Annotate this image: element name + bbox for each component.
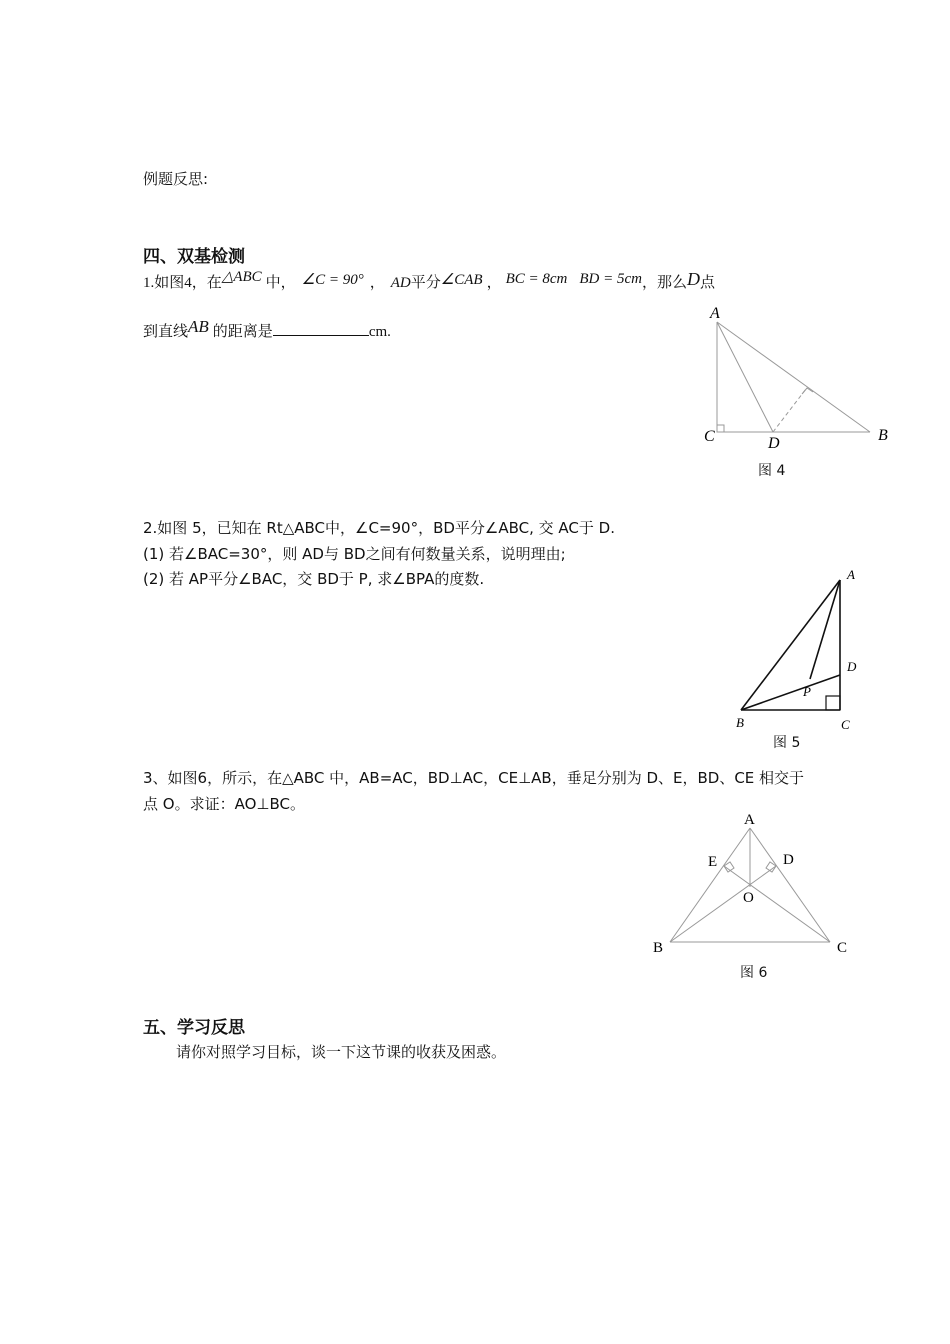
q1-text-d: 平分 bbox=[410, 273, 441, 291]
fig6-label-c: C bbox=[837, 940, 848, 956]
fig6-label-e: E bbox=[708, 854, 718, 870]
section5-title: 五、学习反思 bbox=[143, 1018, 245, 1038]
q1-number: 1. bbox=[143, 275, 155, 291]
q1-triangle: △ABC bbox=[221, 269, 262, 285]
q1-bc: BC = 8cm bbox=[505, 271, 568, 287]
fig5-label-c: C bbox=[841, 717, 850, 732]
q3-line2: 点 O。求证：AO⊥BC。 bbox=[143, 795, 305, 813]
q1-d: D bbox=[686, 269, 700, 289]
q3-line1: 3、如图6，所示，在△ABC 中，AB=AC，BD⊥AC，CE⊥AB，垂足分别为 D、E，BD、CE 相交于 bbox=[143, 769, 805, 787]
section4-title: 四、双基检测 bbox=[143, 247, 245, 267]
fig4-caption: 图 4 bbox=[758, 463, 786, 479]
q1-angle-c: ∠C = 90° bbox=[301, 272, 364, 288]
q1-angle-cab: ∠CAB bbox=[440, 272, 483, 288]
q1-text-b: ，在 bbox=[191, 273, 222, 291]
q1-fig-ref: 4 bbox=[184, 275, 192, 291]
fig5-caption: 图 5 bbox=[773, 735, 801, 751]
fig6-caption: 图 6 bbox=[740, 965, 768, 981]
q2-line3: (2) 若 AP平分∠BAC，交 BD于 P, 求∠BPA的度数. bbox=[143, 570, 485, 588]
fig5-label-b: B bbox=[736, 715, 744, 730]
fig6-label-b: B bbox=[653, 940, 664, 956]
q1-text-c: 中， bbox=[265, 273, 296, 291]
q2-line1: 2.如图 5，已知在 Rt△ABC中，∠C=90°，BD平分∠ABC, 交 AC于 D. bbox=[143, 519, 615, 537]
fig4-label-d: D bbox=[768, 435, 780, 452]
q1-answer-blank[interactable] bbox=[273, 321, 369, 336]
fig4-label-c: C bbox=[704, 428, 715, 445]
q1-ab: AB bbox=[188, 317, 209, 336]
q1-text-a: 如图 bbox=[154, 273, 185, 291]
q1-text-e: ，那么 bbox=[641, 273, 687, 291]
q1-text-f: 点 bbox=[699, 273, 715, 291]
fig6-label-o: O bbox=[743, 890, 754, 906]
section5-body: 请你对照学习目标，谈一下这节课的收获及困惑。 bbox=[176, 1043, 507, 1061]
fig5-label-p: P bbox=[803, 684, 811, 699]
q1-unit: cm. bbox=[368, 324, 391, 340]
q1-text-h: 的距离是 bbox=[212, 322, 273, 340]
fig4-label-a: A bbox=[710, 305, 720, 322]
q1-text-g: 到直线 bbox=[143, 322, 189, 340]
fig5-label-d: D bbox=[847, 659, 857, 674]
q2-line2: (1) 若∠BAC=30°，则 AD与 BD之间有何数量关系，说明理由; bbox=[143, 545, 566, 563]
q1-line1: 1.如图4，在△ABC 中， ∠C = 90° ， AD平分∠CAB ， BC = 8cm BD = 5cm，那么D点 bbox=[143, 269, 715, 291]
q1-ad: AD bbox=[390, 275, 411, 291]
example-reflection-label: 例题反思: bbox=[143, 170, 209, 188]
fig5-label-a: A bbox=[847, 567, 855, 582]
fig4-label-b: B bbox=[878, 427, 888, 444]
fig6-label-a: A bbox=[744, 812, 755, 828]
q1-line2 bbox=[143, 317, 391, 341]
q1-bd: BD = 5cm bbox=[579, 271, 642, 287]
fig6-label-d: D bbox=[783, 852, 794, 868]
